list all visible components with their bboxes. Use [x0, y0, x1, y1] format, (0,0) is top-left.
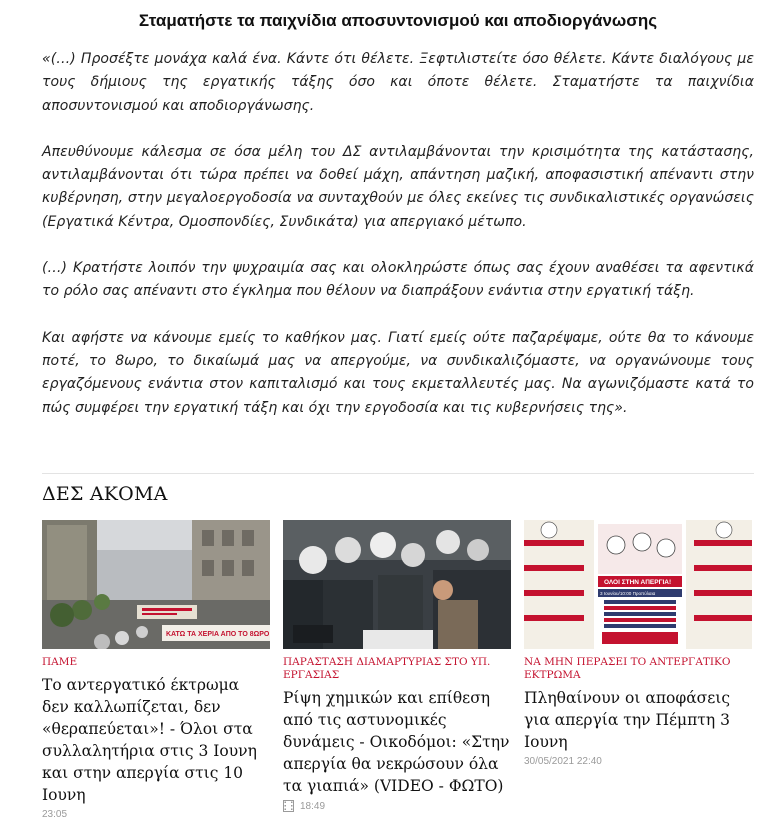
article-paragraph: (…) Κρατήστε λοιπόν την ψυχραιμία σας και ολοκληρώστε όπως σας έχουν αναθέσει τα αφεντικά το ρόλο σας απέναντι στο έγκλημα που θέλουν να διαπράξουν ενάντια στην εργατική τάξη.: [42, 260, 754, 300]
card-time: 18:49: [300, 800, 326, 812]
card-title-link[interactable]: Πληθαίνουν οι αποφάσεις για απεργία την Πέμπτη 3 Ιουνη: [524, 689, 731, 751]
article-paragraph: Απευθύνουμε κάλεσμα σε όσα μέλη του ΔΣ αντιλαμβάνονται την κρισιμότητα της κατάστασης, αντιλαμβάνονται ότι τώρα πρέπει να δοθεί μάχη, απάντηση μαζική, αποφασιστική απέναντι στην κυβέρνηση, στην μεγαλοεργοδοσία να συνταχθούν με όλες εκείνες τις συνδικαλιστικές οργανώσεις (Εργατικά Κέντρα, Ομοσπονδίες, Συνδικάτα) για απεργιακό μέτωπο.: [42, 143, 754, 230]
related-article-thumbnail[interactable]: [42, 520, 270, 649]
section-heading: Σταματήστε τα παιχνίδια αποσυντονισμού και αποδιοργάνωσης: [138, 11, 658, 30]
card-title-link[interactable]: Το αντεργατικό έκτρωμα δεν καλλωπίζεται, δεν «θεραπεύεται»! - Όλοι στα συλλαλητήρια στις 3 Ιουνη και στην απεργία στις 10 Ιουνη: [42, 676, 257, 804]
section-divider: [42, 473, 754, 474]
article-paragraph: «(…) Προσέξτε μονάχα καλά ένα. Κάντε ότι θέλετε. Ξεφτιλιστείτε όσο θέλετε. Κάντε διαλόγους με τους δήμιους της εργατικής τάξης όσο και όποτε θέλετε. Σταματήστε τα παιχνίδια αποσυντονισμού και αποδιοργάνωσης.: [42, 51, 754, 114]
related-article-card[interactable]: [524, 520, 752, 767]
card-title-link[interactable]: Ρίψη χημικών και επίθεση από τις αστυνομικές δυνάμεις - Οικοδόμοι: «Στην απεργία θα νεκρώσουν όλα τα γιαπιά» (VIDEO - ΦΩΤΟ): [283, 689, 510, 795]
see-more-title: ΔΕΣ ΑΚΟΜΑ: [42, 483, 168, 505]
article-body: [42, 0, 754, 420]
video-icon: [283, 800, 294, 812]
card-meta: [524, 756, 752, 767]
card-category[interactable]: ΠΑΡΑΣΤΑΣΗ ΔΙΑΜΑΡΤΥΡΙΑΣ ΣΤΟ ΥΠ. ΕΡΓΑΣΙΑΣ: [283, 656, 491, 681]
poster-date: 3 Ιουνίου/10:00 Προπύλαια: [600, 591, 656, 596]
related-article-thumbnail[interactable]: [283, 520, 511, 649]
card-meta: [42, 809, 270, 820]
related-article-card[interactable]: [42, 520, 270, 820]
card-meta: [283, 800, 511, 812]
related-article-thumbnail[interactable]: [524, 520, 752, 649]
card-category[interactable]: ΝΑ ΜΗΝ ΠΕΡΑΣΕΙ ΤΟ ΑΝΤΕΡΓΑΤΙΚΟ ΕΚΤΡΩΜΑ: [524, 656, 731, 681]
protest-banner-text: ΚΑΤΩ ΤΑ ΧΕΡΙΑ ΑΠΟ ΤΟ 8ΩΡΟ: [166, 631, 270, 638]
card-time: 23:05: [42, 809, 68, 820]
card-time: 30/05/2021 22:40: [524, 756, 602, 767]
article-paragraph: Και αφήστε να κάνουμε εμείς το καθήκον μας. Γιατί εμείς ούτε παζαρέψαμε, ούτε θα το κάνουμε ποτέ, το 8ωρο, το δικαίωμά μας να απεργούμε, να συνδικαλιζόμαστε, να οργανώνουμε τους εργαζόμενους ενάντια στον καπιταλισμό και τους εκμεταλλευτές μας. Να αγωνιζόμαστε κατά το πώς συμφέρει την εργατική τάξη και όχι την εργοδοσία και τις κυβερνήσεις της».: [42, 329, 754, 416]
related-article-card[interactable]: [283, 520, 511, 812]
poster-headline: ΟΛΟΙ ΣΤΗΝ ΑΠΕΡΓΙΑ!: [604, 579, 672, 586]
article-paragraphs: [42, 48, 754, 420]
card-category[interactable]: ΠΑΜΕ: [42, 656, 78, 668]
